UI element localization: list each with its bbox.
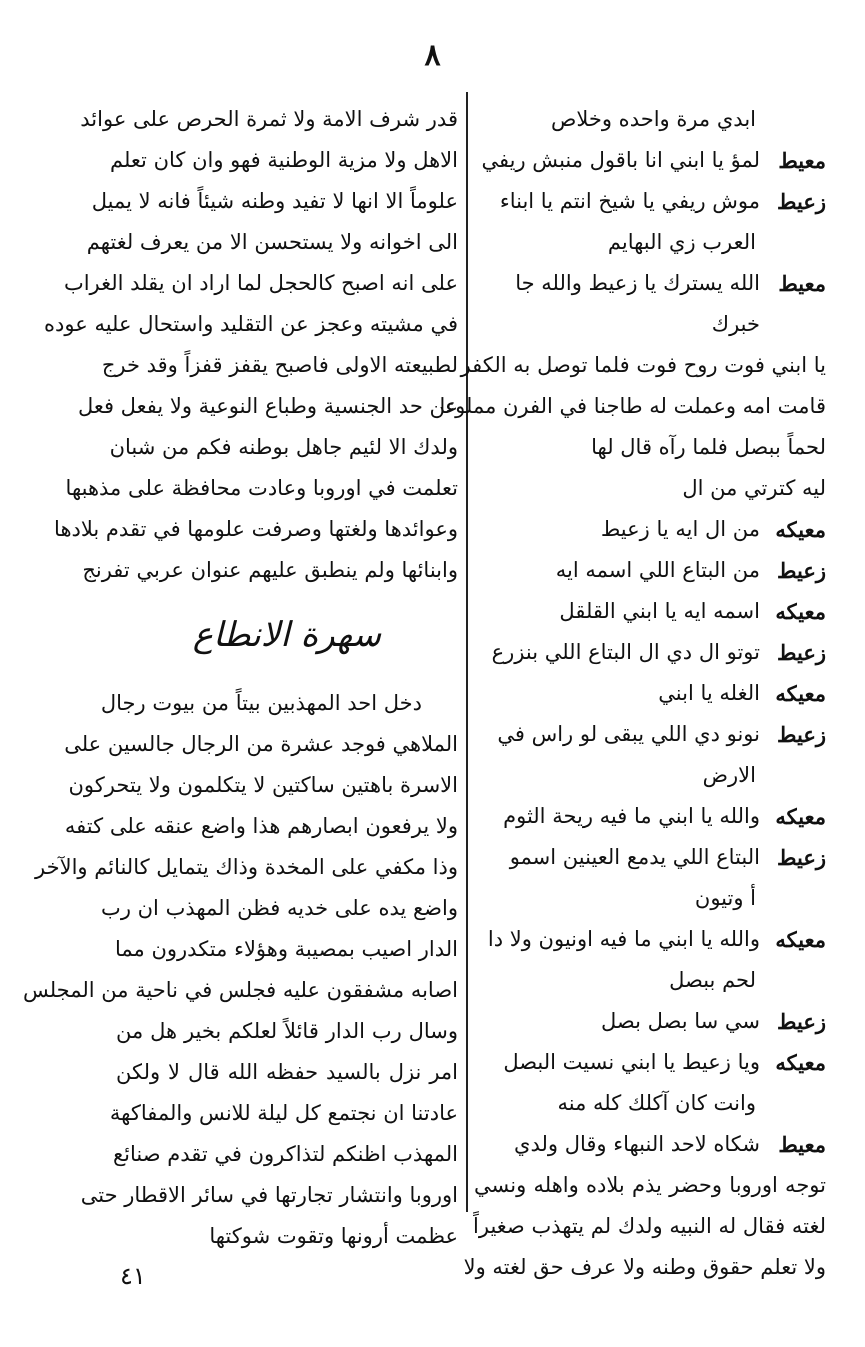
speech-continuation: العرب زي البهايم: [607, 230, 756, 254]
text-line: الى اخوانه ولا يستحسن الا من يعرف لغتهم: [86, 230, 458, 254]
text-line: وابنائها ولم ينطبق عليهم عنوان عربي تفرنج: [82, 558, 458, 582]
text-line: ولدك الا لئيم جاهل بوطنه فكم من شبان: [109, 435, 458, 459]
prose-line: ليه كترتي من ال: [682, 476, 826, 500]
page-number: ٨: [424, 38, 441, 73]
prose-line: ولا تعلم حقوق وطنه ولا عرف حق لغته ولا: [463, 1255, 826, 1279]
dialogue-row: [474, 1124, 826, 1165]
dialogue-row: [474, 550, 826, 591]
prose-line: توجه اوروبا وحضر يذم بلاده واهله ونسي: [474, 1173, 826, 1197]
text-line: عن حد الجنسية وطباع النوعية ولا يفعل فعل: [77, 394, 458, 418]
dialogue-row: [474, 919, 826, 960]
speaker-name: معيكه: [775, 804, 826, 829]
speech-text: الغله يا ابني: [658, 681, 760, 705]
speaker-name: معيكه: [775, 599, 826, 624]
text-line: وذا مكفي على المخدة وذاك يتمايل كالنائم والآخر: [35, 855, 458, 879]
speaker-name: زعيط: [777, 722, 826, 747]
dialogue-row: [474, 673, 826, 714]
column-divider: [466, 92, 468, 1212]
dialogue-row: [474, 1001, 826, 1042]
speech-text: شكاه لاحد النبهاء وقال ولدي: [514, 1132, 760, 1156]
speech-text: موش ريفي يا شيخ انتم يا ابناء: [499, 189, 760, 213]
speech-continuation: وانت كان آكلك كله منه: [557, 1091, 756, 1115]
right-column: [439, 99, 826, 1288]
speech-text: من البتاع اللي اسمه ايه: [555, 558, 760, 582]
text-line: الدار اصيب بمصيبة وهؤلاء متكدرون مما: [115, 937, 458, 961]
speaker-name: زعيط: [777, 558, 826, 583]
dialogue-row: [474, 837, 826, 878]
speaker-name: معيط: [778, 1132, 826, 1157]
text-line: امر نزل بالسيد حفظه الله قال لا ولكن: [116, 1060, 458, 1084]
dialogue-row: [474, 181, 826, 222]
speech-continuation: الارض: [702, 763, 756, 787]
text-line: الملاهي فوجد عشرة من الرجال جالسين على: [64, 732, 458, 756]
speech-text: من ال ايه يا زعيط: [600, 517, 760, 541]
speech-text: سي سا بصل بصل: [600, 1009, 760, 1033]
text-line: واضع يده على خديه فظن المهذب ان رب: [101, 896, 458, 920]
left-bottom-text: [22, 683, 458, 1257]
speech-continuation: ابدي مرة واحده وخلاص: [550, 107, 756, 131]
text-line: المهذب اظنكم لتذاكرون في تقدم صنائع: [112, 1142, 458, 1166]
text-line: قدر شرف الامة ولا ثمرة الحرص على عوائد: [80, 107, 458, 131]
speaker-name: زعيط: [777, 640, 826, 665]
prose-line: قامت امه وعملت له طاجنا في الفرن مملوءا: [439, 394, 826, 418]
dialogue-row: [474, 1042, 826, 1083]
speech-text: ويا زعيط يا ابني نسيت البصل: [503, 1050, 760, 1074]
speaker-name: زعيط: [777, 1009, 826, 1034]
speech-continuation: أ وتيون: [694, 886, 756, 910]
prose-line: لغته فقال له النبيه ولدك لم يتهذب صغيراً: [473, 1214, 826, 1238]
speaker-name: معيكه: [775, 927, 826, 952]
dialogue-row: [474, 509, 826, 550]
dialogue-row: [474, 591, 826, 632]
text-line: الاسرة باهتين ساكتين لا يتكلمون ولا يتحركون: [68, 773, 458, 797]
text-line: تعلمت في اوروبا وعادت محافظة على مذهبها: [65, 476, 458, 500]
speaker-name: معيكه: [775, 681, 826, 706]
speech-continuation: لحم ببصل: [669, 968, 756, 992]
text-line: ولا يرفعون ابصارهم هذا واضع عنقه على كتفه: [64, 814, 458, 838]
text-line: وسال رب الدار قائلاً لعلكم بخير هل من: [116, 1019, 458, 1043]
speech-text: توتو ال دي ال البتاع اللي بنزرع: [491, 640, 760, 664]
speech-text: لمؤ يا ابني انا باقول منبش ريفي: [481, 148, 760, 172]
left-top-text: [44, 99, 458, 591]
dialogue-row: [474, 263, 826, 345]
speech-text: اسمه ايه يا ابني القلقل: [559, 599, 760, 623]
folio-number: ٤١: [120, 1262, 146, 1290]
dialogue-row: [474, 714, 826, 755]
text-line: عظمت أرونها وتقوت شوكتها: [209, 1224, 458, 1248]
speech-text: البتاع اللي يدمع العينين اسمو: [509, 845, 760, 869]
prose-line: يا ابني فوت روح فوت فلما توصل به الكفر: [460, 353, 826, 377]
speech-text: والله يا ابني ما فيه اونيون ولا دا: [487, 927, 760, 951]
left-column: [22, 99, 458, 1257]
section-title: سهرة الانطاع: [192, 615, 382, 655]
dialogue-row: [474, 796, 826, 837]
text-line: اوروبا وانتشار تجارتها في سائر الاقطار حتى: [80, 1183, 458, 1207]
dialogue-row: [474, 140, 826, 181]
dialogue-row: [474, 632, 826, 673]
speaker-name: معيط: [778, 148, 826, 173]
text-line: دخل احد المهذبين بيتاً من بيوت رجال: [100, 691, 422, 715]
text-line: اصابه مشفقون عليه فجلس في ناحية من المجلس: [22, 978, 458, 1002]
prose-line: لحماً ببصل فلما رآه قال لها: [591, 435, 826, 459]
text-line: في مشيته وعجز عن التقليد واستحال عليه عوده: [44, 312, 458, 336]
speaker-name: زعيط: [777, 189, 826, 214]
speaker-name: معيكه: [775, 517, 826, 542]
speech-text: والله يا ابني ما فيه ريحة الثوم: [503, 804, 760, 828]
speaker-name: زعيط: [777, 845, 826, 870]
text-line: علوماً الا انها لا تفيد وطنه شيئاً فانه لا يميل: [91, 189, 458, 213]
speech-text: نونو دي اللي يبقى لو راس في: [497, 722, 760, 746]
text-line: عادتنا ان نجتمع كل ليلة للانس والمفاكهة: [109, 1101, 458, 1125]
speaker-name: معيكه: [775, 1050, 826, 1075]
text-line: لطبيعته الاولى فاصبح يقفز قفزاً وقد خرج: [101, 353, 458, 377]
speech-text: الله يسترك يا زعيط والله جا خبرك: [515, 271, 760, 336]
text-line: الاهل ولا مزية الوطنية فهو وان كان تعلم: [110, 148, 458, 172]
text-line: على انه اصبح كالحجل لما اراد ان يقلد الغراب: [63, 271, 458, 295]
speaker-name: معيط: [778, 271, 826, 296]
text-line: وعوائدها ولغتها وصرفت علومها في تقدم بلادها: [54, 517, 458, 541]
